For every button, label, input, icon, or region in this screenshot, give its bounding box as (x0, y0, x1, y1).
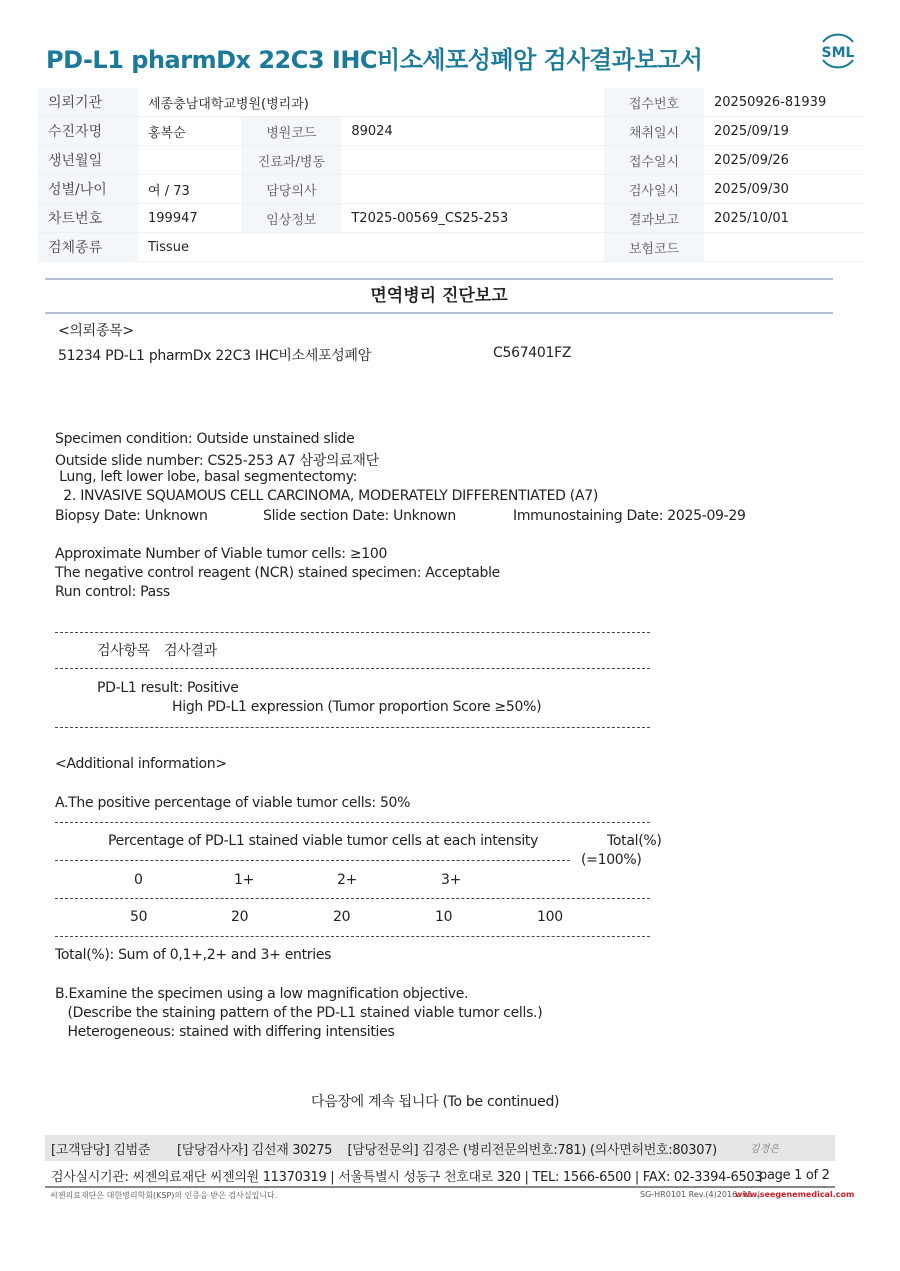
sml-logo-icon (815, 28, 861, 74)
info-label: 진료과/병동 (241, 146, 341, 175)
info-label: 수진자명 (38, 117, 138, 146)
continued-note: 다음장에 계속 됩니다 (To be continued) (311, 1094, 560, 1110)
qc-line: Approximate Number of Viable tumor cells: ≥100 (55, 546, 388, 562)
biopsy-date: Biopsy Date: Unknown (55, 508, 208, 524)
value-3: 10 (435, 909, 453, 925)
b-line: (Describe the staining pattern of the PD-L1 stained viable tumor cells.) (55, 1005, 543, 1021)
divider (55, 668, 650, 669)
qc-line: The negative control reagent (NCR) stained specimen: Acceptable (55, 565, 500, 581)
positive-percentage: A.The positive percentage of viable tumor cells: 50% (55, 795, 411, 811)
b-line: Heterogeneous: stained with differing intensities (55, 1024, 395, 1040)
info-label: 임상정보 (241, 204, 341, 233)
order-code: C567401FZ (493, 345, 572, 361)
divider (55, 727, 650, 728)
info-value: 세종충남대학교병원(병리과) (138, 88, 604, 117)
intensity-1: 1+ (234, 872, 255, 888)
divider (55, 632, 650, 633)
info-value: 89024 (341, 117, 604, 146)
col-result: 검사결과 (164, 643, 217, 659)
form-code: SG-HR0101 Rev.(4)2016. 11 | (640, 1190, 761, 1199)
additional-info-label: <Additional information> (55, 756, 227, 772)
svg-text:SML: SML (821, 45, 855, 61)
info-label: 검체종류 (38, 233, 138, 262)
divider (55, 860, 570, 861)
info-value (341, 175, 604, 204)
specimen-line: Lung, left lower lobe, basal segmentectomy: (55, 469, 358, 485)
qc-line: Run control: Pass (55, 584, 170, 600)
info-label: 의뢰기관 (38, 88, 138, 117)
value-2: 20 (333, 909, 351, 925)
info-row (38, 146, 864, 175)
total-note: Total(%): Sum of 0,1+,2+ and 3+ entries (55, 947, 332, 963)
immuno-date: Immunostaining Date: 2025-09-29 (513, 508, 746, 524)
info-value: 2025/09/30 (704, 175, 864, 204)
info-label: 접수일시 (604, 146, 704, 175)
info-value: Tissue (138, 233, 604, 262)
info-value: 20250926-81939 (704, 88, 864, 117)
staff-bar (45, 1135, 835, 1161)
section-title: 면역병리 진단보고 (45, 278, 833, 314)
info-label: 결과보고 (604, 204, 704, 233)
value-0: 50 (130, 909, 148, 925)
total-sub: (=100%) (581, 852, 642, 868)
diagnosis-line: 2. INVASIVE SQUAMOUS CELL CARCINOMA, MODERATELY DIFFERENTIATED (A7) (55, 488, 599, 504)
intensity-0: 0 (134, 872, 143, 888)
info-label: 병원코드 (241, 117, 341, 146)
b-line: B.Examine the specimen using a low magnification objective. (55, 986, 469, 1002)
info-value (341, 146, 604, 175)
info-row (38, 204, 864, 233)
intensity-2: 2+ (337, 872, 358, 888)
info-label: 검사일시 (604, 175, 704, 204)
value-1: 20 (231, 909, 249, 925)
info-value: 여 / 73 (138, 175, 241, 204)
info-label: 채취일시 (604, 117, 704, 146)
staff-info: [고객담당] 김범준 [담당검사자] 김선재 30275 [담당전문의] 김경은 (병리전문의번호:781) (의사면허번호:80307) (51, 1143, 717, 1158)
info-value: 199947 (138, 204, 241, 233)
page-number: page 1 of 2 (759, 1168, 830, 1183)
value-total: 100 (537, 909, 563, 925)
info-label: 성별/나이 (38, 175, 138, 204)
info-value: 2025/10/01 (704, 204, 864, 233)
info-label: 차트번호 (38, 204, 138, 233)
institution-info: 검사실시기관: 씨젠의료재단 씨젠의원 11370319 | 서울특별시 성동구 천호대로 320 | TEL: 1566-6500 | FAX: 02-3394-6503 (51, 1170, 763, 1185)
pdl1-expression: High PD-L1 expression (Tumor proportion Score ≥50%) (172, 699, 542, 715)
info-label: 보험코드 (604, 233, 704, 262)
intensity-3: 3+ (441, 872, 462, 888)
divider (55, 898, 650, 899)
info-value (138, 146, 241, 175)
info-row (38, 233, 864, 262)
info-label: 생년월일 (38, 146, 138, 175)
order-item: 51234 PD-L1 pharmDx 22C3 IHC비소세포성폐암 (58, 348, 371, 364)
info-row (38, 88, 864, 117)
specimen-line: Outside slide number: CS25-253 A7 삼광의료재단 (55, 453, 379, 469)
patient-info-table (38, 88, 864, 262)
info-value: 2025/09/26 (704, 146, 864, 175)
website-link[interactable]: www.seegenemedical.com (735, 1190, 855, 1199)
certification-note: 씨젠의료재단은 대한병리학회(KSP)의 인증을 받은 검사실입니다. (50, 1191, 278, 1200)
order-label: <의뢰종목> (58, 323, 134, 339)
col-item: 검사항목 (97, 643, 150, 659)
info-value (704, 233, 864, 262)
specimen-line: Specimen condition: Outside unstained slide (55, 431, 355, 447)
institution-bar (45, 1162, 835, 1188)
info-row (38, 175, 864, 204)
section-date: Slide section Date: Unknown (263, 508, 457, 524)
info-label: 담당의사 (241, 175, 341, 204)
total-header: Total(%) (607, 833, 662, 849)
report-title: PD-L1 pharmDx 22C3 IHC비소세포성폐암 검사결과보고서 (46, 46, 703, 74)
pdl1-result: PD-L1 result: Positive (97, 680, 239, 696)
info-value: 홍복순 (138, 117, 241, 146)
info-value: T2025-00569_CS25-253 (341, 204, 604, 233)
info-value: 2025/09/19 (704, 117, 864, 146)
signature: 김경은 (750, 1144, 779, 1155)
info-row (38, 117, 864, 146)
divider (55, 936, 650, 937)
divider (55, 822, 650, 823)
intensity-table-header: Percentage of PD-L1 stained viable tumor cells at each intensity (108, 833, 539, 849)
info-label: 접수번호 (604, 88, 704, 117)
